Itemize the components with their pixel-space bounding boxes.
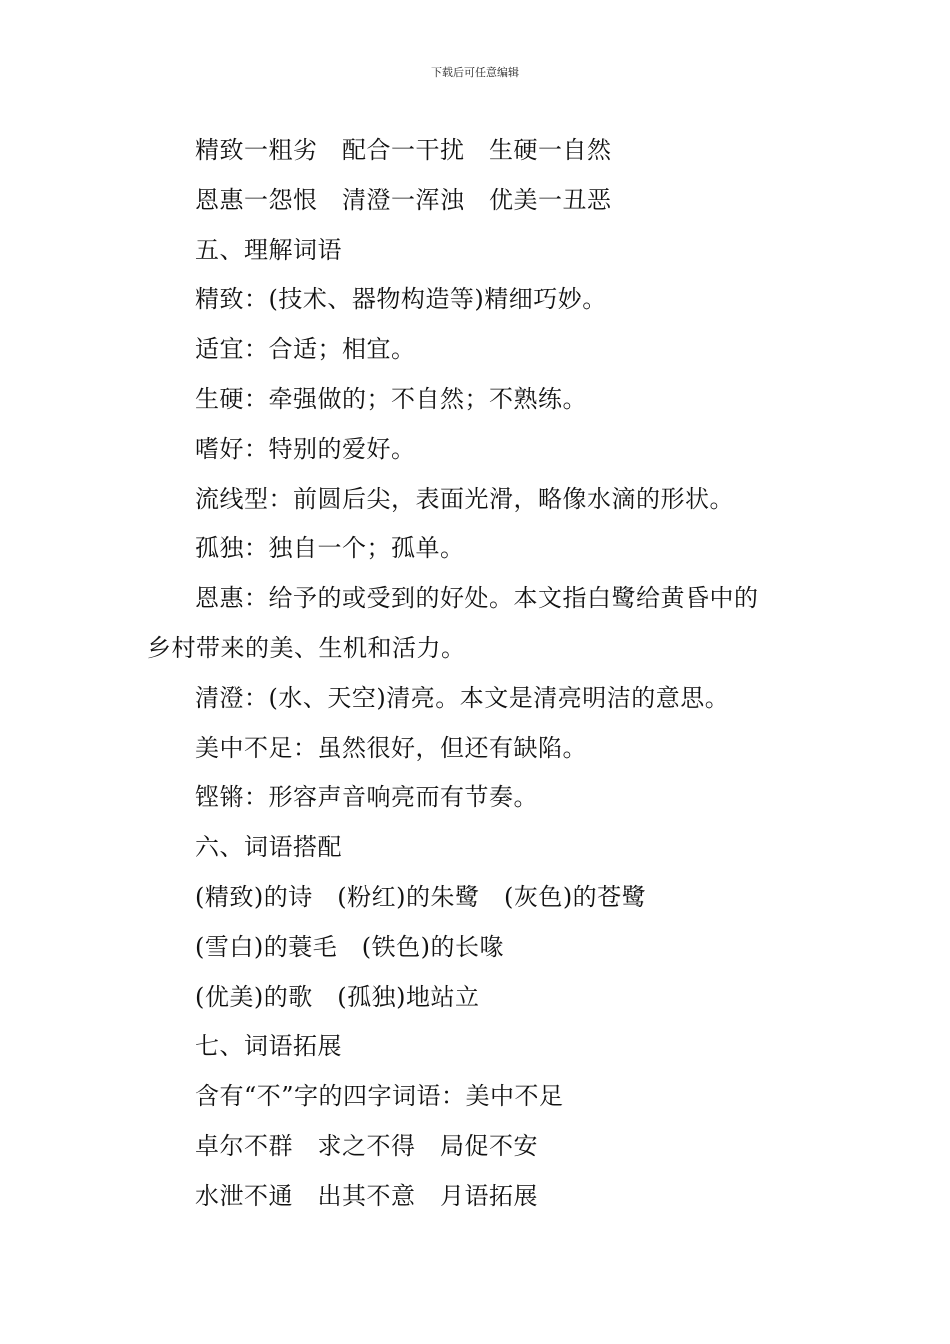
definition-line: 精致：(技术、器物构造等)精细巧妙。 [195, 285, 607, 314]
collocation-line: (优美)的歌 (孤独)地站立 [195, 982, 480, 1011]
definition-line: 恩惠：给予的或受到的好处。本文指白鹭给黄昏中的 [195, 584, 759, 613]
page-header: 下载后可任意编辑 [431, 66, 519, 79]
section-heading-7: 七、词语拓展 [195, 1032, 342, 1061]
definition-line: 清澄：(水、天空)清亮。本文是清亮明洁的意思。 [195, 683, 730, 712]
definition-line: 适宜：合适；相宜。 [195, 335, 416, 364]
definition-line: 美中不足：虽然很好，但还有缺陷。 [195, 733, 587, 762]
antonym-line-1: 精致一粗劣 配合一干扰 生硬一自然 [195, 136, 612, 164]
expansion-line: 水泄不通 出其不意 月语拓展 [195, 1181, 538, 1210]
definition-line: 铿锵：形容声音响亮而有节奏。 [195, 783, 538, 812]
definition-line-continuation: 乡村带来的美、生机和活力。 [147, 633, 466, 662]
expansion-line: 含有“不”字的四字词语：美中不足 [195, 1082, 564, 1111]
collocation-line: (雪白)的蓑毛 (铁色)的长喙 [195, 932, 504, 961]
definition-line: 流线型：前圆后尖，表面光滑，略像水滴的形状。 [195, 484, 734, 513]
collocation-line: (精致)的诗 (粉红)的朱鹭 (灰色)的苍鹭 [195, 882, 647, 911]
definition-line: 生硬：牵强做的；不自然；不熟练。 [195, 384, 587, 413]
document-body [147, 126, 827, 1222]
section-heading-5: 五、理解词语 [195, 235, 342, 264]
antonym-line-2: 恩惠一怨恨 清澄一浑浊 优美一丑恶 [195, 185, 612, 214]
definition-line: 孤独：独自一个；孤单。 [195, 534, 465, 563]
section-heading-6: 六、词语搭配 [195, 833, 342, 862]
definition-line: 嗜好：特别的爱好。 [195, 434, 416, 463]
expansion-line: 卓尔不群 求之不得 局促不安 [195, 1131, 538, 1160]
